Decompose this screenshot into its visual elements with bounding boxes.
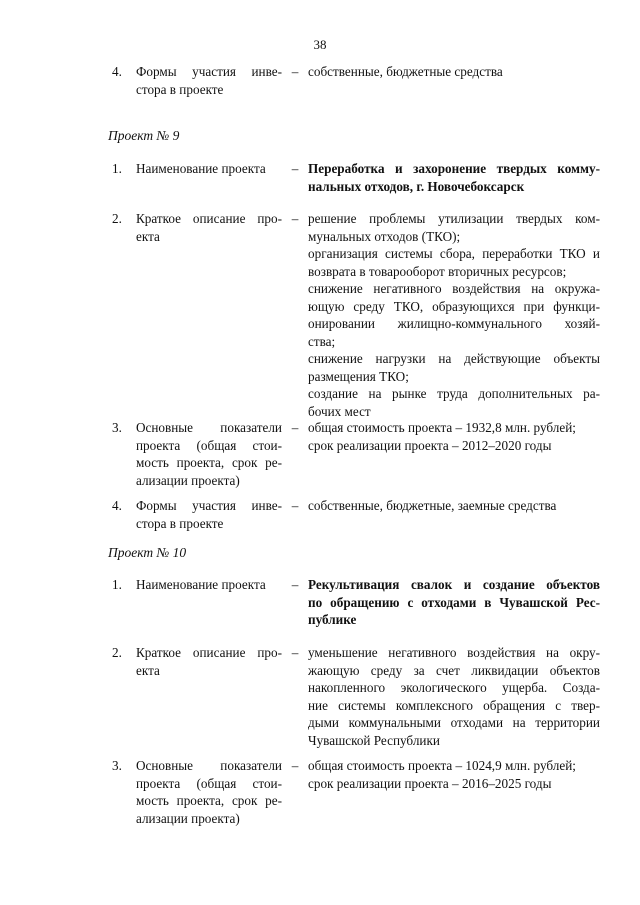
row-label (136, 576, 282, 594)
row-number: 2. (112, 211, 122, 226)
label-line: Наименование проекта (136, 577, 266, 592)
value-line: по обращению с отходами в Чувашской Рес- (308, 594, 600, 610)
row-number: 1. (112, 161, 122, 176)
row-dash: – (291, 498, 299, 513)
row-label (136, 497, 282, 532)
row-number: 3. (112, 420, 122, 435)
label-line: мость проекта, срок ре- (136, 793, 282, 808)
value-line: жающую среду за счет ликвидации объектов (308, 662, 600, 678)
value-line: снижение негативного воздействия на окружа- (308, 281, 600, 296)
label-line: Формы участия инве- (136, 64, 282, 79)
value-line: Рекультивация свалок и создание объектов (308, 577, 600, 592)
row-dash: – (291, 161, 299, 176)
value-line: публике (308, 612, 357, 627)
value-line: решение проблемы утилизации твердых ком- (308, 211, 600, 226)
row-label (136, 63, 282, 98)
value-line: мунальных отходов (ТКО); (308, 228, 461, 244)
value-line: Чувашской Республики (308, 732, 440, 748)
row-value (308, 497, 600, 515)
value-line: дыми коммунальными отходами на территории (308, 715, 600, 730)
row-value: собственные, бюджетные средства (308, 64, 503, 79)
row-number: 3. (112, 758, 122, 773)
label-line: Наименование проекта (136, 161, 266, 176)
project-title (308, 160, 600, 195)
row-dash: – (291, 211, 299, 226)
page-number: 38 (313, 37, 327, 52)
row-value (308, 757, 600, 792)
row-value (308, 419, 600, 454)
label-line: Краткое описание про- (136, 645, 282, 660)
value-line: создание на рынке труда дополнительных ра- (308, 386, 600, 401)
value-line: онировании жилищно-коммунального хозяй- (308, 316, 600, 331)
label-line: Краткое описание про- (136, 211, 282, 226)
label-line: проекта (общая стои- (136, 775, 282, 791)
row-label (136, 644, 282, 679)
label-line: Основные показатели (136, 758, 282, 773)
row-value (308, 644, 600, 749)
row-label (136, 160, 282, 178)
value-line: снижение нагрузки на действующие объекты (308, 351, 600, 366)
label-line: ализации проекта) (136, 472, 240, 488)
row-dash: – (291, 64, 299, 79)
project-10-heading: Проект № 10 (108, 545, 187, 560)
value-line: общая стоимость проекта – 1024,9 млн. рублей; (308, 758, 576, 773)
row-number: 1. (112, 577, 122, 592)
row-number: 4. (112, 64, 122, 79)
value-line: ние системы комплексного обращения с твер- (308, 697, 600, 713)
row-number: 2. (112, 645, 122, 660)
row-dash: – (291, 758, 299, 773)
row-dash: – (291, 577, 299, 592)
value-line: ющую среду ТКО, образующихся при функци- (308, 298, 600, 314)
value-line: срок реализации проекта – 2012–2020 годы (308, 437, 552, 453)
value-line: возврата в товарооборот вторичных ресурсов; (308, 263, 567, 279)
value-line: бочих мест (308, 403, 371, 419)
value-line: накопленного экологического ущерба. Созда- (308, 680, 600, 695)
row-value (308, 210, 600, 420)
label-line: мость проекта, срок ре- (136, 455, 282, 470)
value-line: нальных отходов, г. Новочебоксарск (308, 178, 525, 194)
value-line: ства; (308, 333, 336, 349)
row-label (136, 210, 282, 245)
label-line: Основные показатели (136, 420, 282, 435)
project-9-heading: Проект № 9 (108, 128, 180, 143)
label-line: стора в проекте (136, 515, 224, 531)
row-label (136, 419, 282, 489)
value-line: собственные, бюджетные, заемные средства (308, 498, 557, 513)
label-line: екта (136, 228, 160, 244)
value-line: срок реализации проекта – 2016–2025 годы (308, 775, 552, 791)
value-line: общая стоимость проекта – 1932,8 млн. рублей; (308, 420, 576, 435)
value-line: организация системы сбора, переработки ТКО и (308, 246, 600, 261)
label-line: проекта (общая стои- (136, 437, 282, 453)
project-title (308, 576, 600, 629)
row-label (136, 757, 282, 827)
row-number: 4. (112, 498, 122, 513)
value-line: размещения ТКО; (308, 368, 409, 384)
value-line: уменьшение негативного воздействия на окру- (308, 645, 600, 660)
label-line: екта (136, 662, 160, 678)
value-line: Переработка и захоронение твердых комму- (308, 161, 600, 176)
row-dash: – (291, 645, 299, 660)
label-line: ализации проекта) (136, 810, 240, 826)
label-line: стора в проекте (136, 81, 224, 97)
row-dash: – (291, 420, 299, 435)
label-line: Формы участия инве- (136, 498, 282, 513)
